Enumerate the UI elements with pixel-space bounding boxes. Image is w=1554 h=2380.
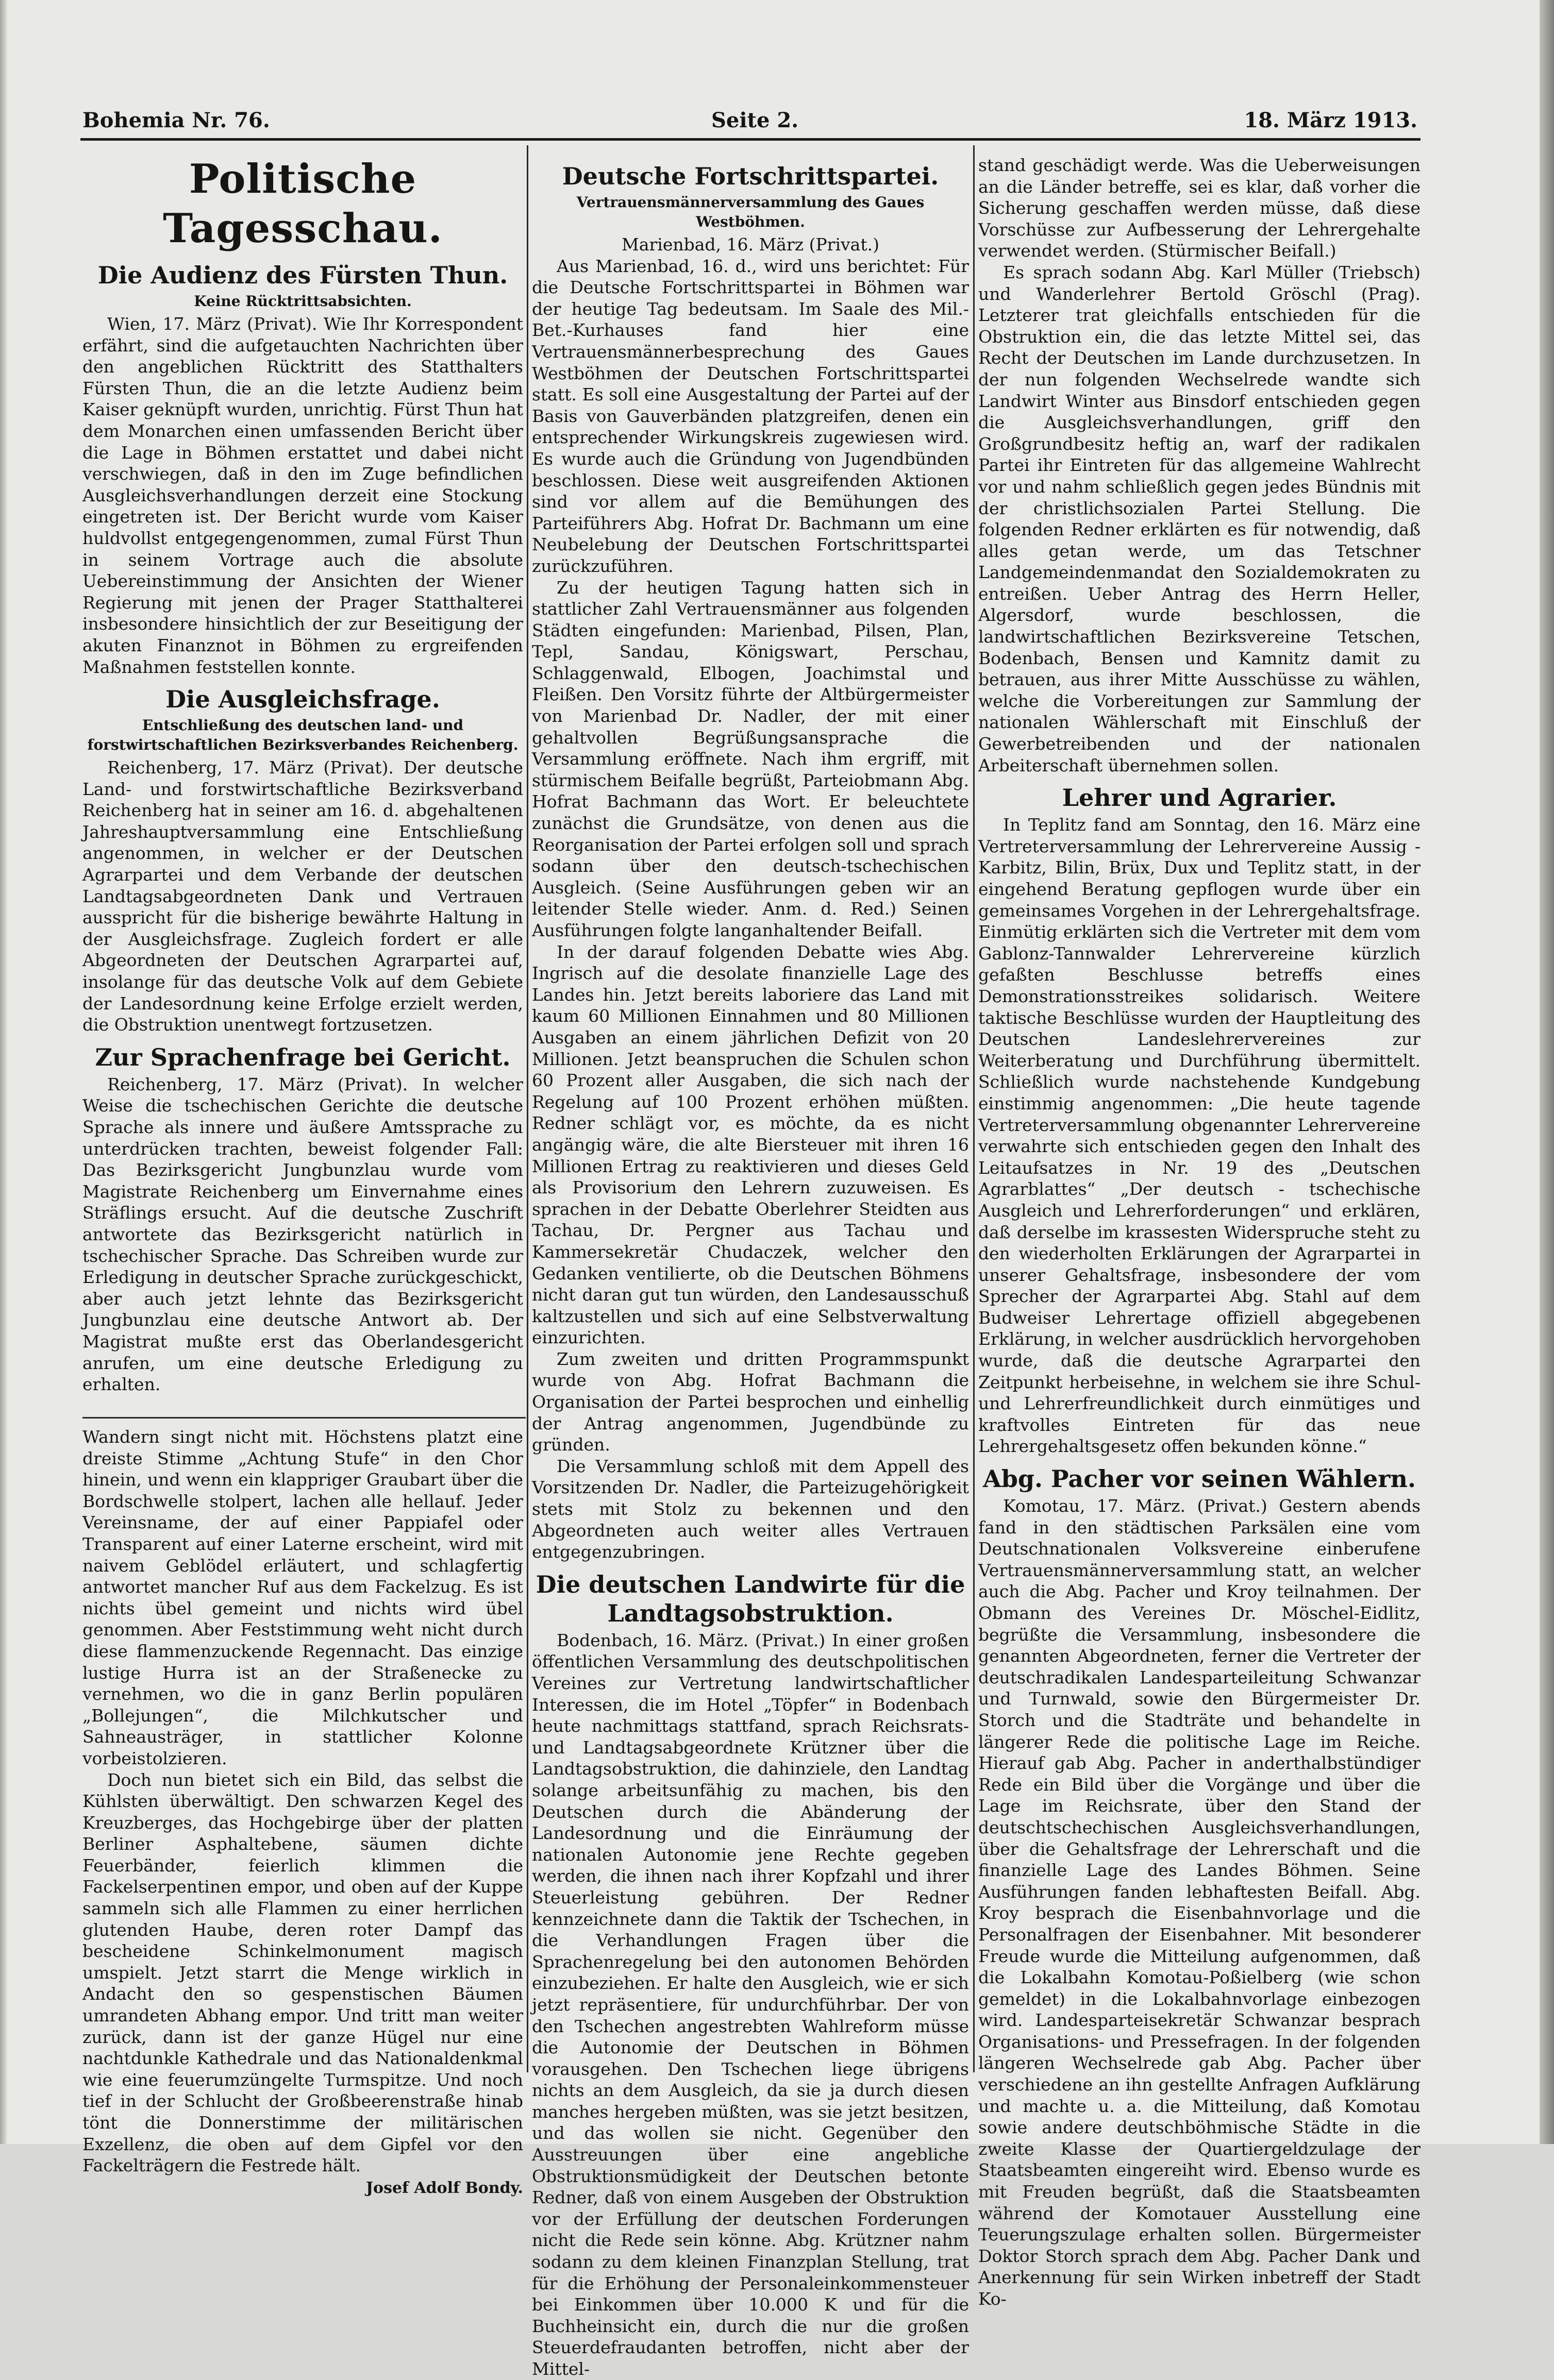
page-left-edge — [0, 0, 7, 2144]
article-paragraph: stand geschädigt werde. Was die Ueberweisungen an die Länder betreffe, sei es klar, daß vorher die Sicherung geschaffen werden müsse, daß diese Vorschüsse zur Aufbesserung der Lehrergehalte verwendet werden. (Stürmischer Beifall.) — [978, 155, 1421, 261]
article-paragraph: In der darauf folgenden Debatte wies Abg. Ingrisch auf die desolate finanzielle Lage des Landes hin. Jetzt bereits laboriere das Land mit kaum 60 Millionen Einnahmen und 80 Millionen Ausgaben an einem jährlichen Defizit von 20 Millionen. Jetzt beanspruchen die Schulen schon 60 Prozent aller Ausgaben, die sich nach der Regelung auf 100 Prozent erhöhen müßten. Redner schlägt vor, es möchte, da es nicht angängig wäre, die alte Biersteuer mit ihren 16 Millionen Ertrag zu reaktivieren und dieses Geld als Provisorium den Lehrern zuzuweisen. Es sprachen in der Debatte Oberlehrer Steidten aus Tachau, Dr. Pergner aus Tachau und Kammersekretär Chudaczek, welcher den Gedanken ventilierte, ob die Deutschen Böhmens nicht daran gut tun würden, den Landesausschuß kaltzustellen und sich auf eine Selbstverwaltung einzurichten. — [532, 941, 969, 1348]
feuilleton-signature: Josef Adolf Bondy. — [365, 2179, 523, 2197]
header-page-number: Seite 2. — [711, 108, 799, 132]
header-date: 18. März 1913. — [1244, 108, 1417, 132]
article-dateline: Marienbad, 16. März (Privat.) — [622, 234, 879, 255]
column-2 — [532, 155, 969, 2379]
article-heading: Abg. Pacher vor seinen Wählern. — [983, 1465, 1416, 1493]
column-rule-2 — [973, 145, 975, 2072]
article-paragraph: Reichenberg, 17. März (Privat). Der deutsche Land- und forstwirtschaftliche Bezirksverband Reichenberg hat in seiner am 16. d. abgehaltenen Jahreshauptversammlung eine Entschließung angenommen, in welcher er der Deutschen Agrarpartei und dem Verbande der deutschen Landtagsabgeordneten Dank und Vertrauen ausspricht für die bisherige bewährte Haltung in der Ausgleichsfrage. Zugleich fordert er alle Abgeordneten der Deutschen Agrarpartei auf, insolange für das deutsche Volk auf dem Gebiete der Landesordnung keine Erfolge erzielt werden, die Obstruktion unentwegt fortzusetzen. — [82, 757, 523, 1035]
article-paragraph: In Teplitz fand am Sonntag, den 16. März eine Vertreterversammlung der Lehrervereine Aussig - Karbitz, Bilin, Brüx, Dux und Teplitz statt, in der eingehend Beratung gepflogen wurde über ein gemeinsames Vorgehen in der Lehrergehaltsfrage. Einmütig erklärten sich die Vertreter mit dem vom Gablonz-Tannwalder Lehrervereine kürzlich gefaßten Beschlusse betreffs eines Demonstrationsstreikes solidarisch. Weitere taktische Beschlüsse wurden der Hauptleitung des Deutschen Landeslehrervereines zur Weiterberatung und Durchführung übermittelt. Schließlich wurde nachstehende Kundgebung einstimmig angenommen: „Die heute tagende Vertreterversammlung obgenannter Lehrervereine verwahrte sich entschieden gegen den Inhalt des Leitaufsatzes in Nr. 19 des „Deutschen Agrarblattes“ „Der deutsch - tschechische Ausgleich und Lehrerforderungen“ und erklären, daß derselbe im krassesten Widerspruche steht zu den wiederholten Erklärungen der Agrarpartei in unserer Gehaltsfrage, insbesondere der vom Sprecher der Agrarpartei Abg. Stahl auf dem Budweiser Lehrertage offiziell abgegebenen Erklärung, in welcher ausdrücklich hervorgehoben wurde, daß die deutsche Agrarpartei den Zeitpunkt herbeisehne, in welchem sie ihre Schul- und Lehrerfreundlichkeit durch einmütiges und kraftvolles Eintreten für das neue Lehrergehaltsgesetz offen bekunden könne.“ — [978, 815, 1421, 1457]
article-subheading: Vertrauensmännerversammlung des Gaues Westböhmen. — [576, 194, 925, 230]
article-paragraph: Aus Marienbad, 16. d., wird uns berichtet: Für die Deutsche Fortschrittspartei in Böhmen war der heutige Tag bedeutsam. Im Saale des Mil.-Bet.-Kurhauses fand hier eine Vertrauensmännerbesprechung des Gaues Westböhmen der Deutschen Fortschrittspartei statt. Es soll eine Ausgestaltung der Partei auf der Basis von Gauverbänden platzgreifen, denen ein entsprechender Wirkungskreis zugewiesen wird. Es wurde auch die Gründung von Jugendbünden beschlossen. Diese weit ausgreifenden Aktionen sind vor allem auf die Bemühungen des Parteiführers Abg. Hofrat Dr. Bachmann um eine Neubelebung der Deutschen Fortschrittspartei zurückzuführen. — [532, 256, 969, 576]
column-3 — [978, 155, 1421, 2309]
page-header — [82, 105, 1417, 136]
article-paragraph: Reichenberg, 17. März (Privat). In welcher Weise die tschechischen Gerichte die deutsche Sprache als innere und äußere Amtssprache zu unterdrücken trachten, beweist folgender Fall: Das Bezirksgericht Jungbunzlau wurde vom Magistrate Reichenberg um Einvernahme eines Sträflings ersucht. Auf die deutsche Zuschrift antwortete das Bezirksgericht natürlich in tschechischer Sprache. Das Schreiben wurde zur Erledigung in deutscher Sprache zurückgeschickt, aber auch jetzt lehnte das Bezirksgericht Jungbunzlau eine deutsche Antwort ab. Der Magistrat mußte erst das Oberlandesgericht anrufen, um eine deutsche Erledigung zu erhalten. — [82, 1074, 523, 1395]
article-heading: Die deutschen Landwirte für die Landtagsobstruktion. — [536, 1570, 965, 1627]
article-subheading: Keine Rücktrittsabsichten. — [194, 293, 412, 310]
article-paragraph: Wien, 17. März (Privat). Wie Ihr Korrespondent erfährt, sind die aufgetauchten Nachrichten über den angeblichen Rücktritt des Statthalters Fürsten Thun, die an die letzte Audienz beim Kaiser geknüpft wurden, unrichtig. Fürst Thun hat dem Monarchen einen umfassenden Bericht über die Lage in Böhmen erstattet und dabei nicht verschwiegen, daß in den im Zuge befindlichen Ausgleichsverhandlungen derzeit eine Stockung eingetreten ist. Der Bericht wurde vom Kaiser huldvollst entgegengenommen, zumal Fürst Thun in seinem Vortrage auch die absolute Uebereinstimmung der Ansichten der Wiener Regierung mit jenen der Prager Statthalterei insbesondere hinsichtlich der zur Beseitigung der akuten Finanznot in Böhmen zu ergreifenden Maßnahmen feststellen konnte. — [82, 314, 523, 677]
article-paragraph: Es sprach sodann Abg. Karl Müller (Triebsch) und Wanderlehrer Bertold Gröschl (Prag). Letzterer trat gleichfalls entschieden für die Obstruktion ein, die das letzte Mittel sei, das Recht der Deutschen im Lande durchzusetzen. In der nun folgenden Wechselrede wandte sich Landwirt Winter aus Binsdorf entschieden gegen die Ausgleichsverhandlungen, griff den Großgrundbesitz heftig an, warf der radikalen Partei ihr Eintreten für das allgemeine Wahlrecht vor und nahm schließlich gegen jedes Bündnis mit der christlichsozialen Partei Stellung. Die folgenden Redner erklärten es für notwendig, daß alles getan werde, um das Tetschner Landgemeindenmandat den Sozialdemokraten zu entreißen. Ueber Antrag des Herrn Heller, Algersdorf, wurde beschlossen, die landwirtschaftlichen Bezirksvereine Tetschen, Bodenbach, Bensen und Kamnitz damit zu betrauen, aus ihrer Mitte Ausschüsse zu wählen, welche die Vorbereitungen zur Sammlung der nationalen Wählerschaft mit Einschluß der Gewerbetreibenden und der nationalen Arbeiterschaft übernehmen sollen. — [978, 262, 1421, 775]
article-heading: Zur Sprachenfrage bei Gericht. — [95, 1043, 511, 1071]
article-heading: Lehrer und Agrarier. — [1062, 784, 1337, 812]
column-1 — [82, 155, 523, 1412]
article-paragraph: Zum zweiten und dritten Programmspunkt wurde von Abg. Hofrat Bachmann die Organisation der Partei besprochen und einhellig der Antrag angenommen, Jugendbünde zu gründen. — [532, 1348, 969, 1455]
page-right-edge — [1540, 0, 1554, 2144]
header-issue: Bohemia Nr. 76. — [82, 108, 270, 132]
article-paragraph: Komotau, 17. März. (Privat.) Gestern abends fand in den städtischen Parksälen eine vom Deutschnationalen Volksvereine einberufene Vertrauensmännerversammlung statt, an welcher auch die Abg. Pacher und Kroy teilnahmen. Der Obmann des Vereines Dr. Möschel-Eidlitz, begrüßte die Versammlung, insbesondere die genannten Abgeordneten, ferner die Vertreter der deutschradikalen Landesparteileitung Schwanzar und Turnwald, sowie den Bürgermeister Dr. Storch und die Stadträte und behandelte in längerer Rede die politische Lage im Reiche. Hierauf gab Abg. Pacher in anderthalbstündiger Rede ein Bild über die Vorgänge und über die Lage im Reichsrate, über den Stand der deutschtschechischen Ausgleichsverhandlungen, über die Gehaltsfrage der Lehrerschaft und die finanzielle Lage des Landes Böhmen. Seine Ausführungen fanden lebhaftesten Beifall. Abg. Kroy besprach die Eisenbahnvorlage und die Personalfragen der Eisenbahner. Mit besonderer Freude wurde die Mitteilung aufgenommen, daß die Lokalbahn Komotau-Poßielberg (wie schon gemeldet) in die Lokalbahnvorlage einbezogen wird. Landesparteisekretär Schwanzar besprach Organisations- und Pressefragen. In der folgenden längeren Wechselrede gab Abg. Pacher über verschiedene an ihn gestellte Anfragen Aufklärung und machte u. a. die Mitteilung, daß Komotau sowie andere deutschböhmische Städte in die zweite Klasse der Quartiergeldzulage der Staatsbeamten eingereiht wird. Ebenso wurde es mit Freuden begrüßt, daß die Staatsbeamten während der Komotauer Ausstellung eine Teuerungszulage erhalten sollen. Bürgermeister Doktor Storch sprach dem Abg. Pacher Dank und Anerkennung für sein Wirken inbetreff der Stadt Ko- — [978, 1496, 1421, 2309]
article-heading: Deutsche Fortschrittspartei. — [562, 162, 939, 190]
article-heading: Die Ausgleichsfrage. — [165, 685, 440, 714]
feuilleton-rule — [82, 1417, 526, 1419]
article-paragraph: Die Versammlung schloß mit dem Appell des Vorsitzenden Dr. Nadler, die Parteizugehörigkeit stets mit Stolz zu bekennen und den Abgeordneten auch weiter alles Vertrauen entgegenzubringen. — [532, 1456, 969, 1562]
section-title: Politische Tagesschau. — [163, 156, 443, 252]
feuilleton-paragraph: Doch nun bietet sich ein Bild, das selbst die Kühlsten überwältigt. Den schwarzen Kegel des Kreuzberges, das Hochgebirge über der platten Berliner Asphaltebene, säumen dichte Feuerbänder, feierlich klimmen die Fackelserpentinen empor, und oben auf der Kuppe sammeln sich alle Flammen zu einer herrlichen glutenden Haube, deren roter Dampf das bescheidene Schinkelmonument magisch umspielt. Jetzt starrt die Menge wirklich in Andacht den so gespenstischen Bäumen umrandeten Abhang empor. Und tritt man weiter zurück, dann ist der ganze Hügel nur eine nachtdunkle Kathedrale und das Nationaldenkmal wie eine feuerumzüngelte Turmspitze. Und noch tief in der Schlucht der Großbeerenstraße hinab tönt die Donnerstimme der militärischen Exzellenz, die oben auf dem Gipfel vor den Fackelträgern die Festrede hält. — [82, 1769, 523, 2176]
column-rule-1 — [527, 145, 528, 2072]
article-subheading: Entschließung des deutschen land- und forstwirtschaftlichen Bezirksverbandes Reichenberg. — [87, 717, 519, 754]
article-paragraph: Zu der heutigen Tagung hatten sich in stattlicher Zahl Vertrauensmänner aus folgenden Städten eingefunden: Marienbad, Pilsen, Plan, Tepl, Sandau, Königswart, Perschau, Schlaggenwald, Elbogen, Joachimstal und Fleißen. Den Vorsitz führte der Altbürgermeister von Marienbad Dr. Nadler, der mit einer gehaltvollen Begrüßungsansprache die Versammlung eröffnete. Nach ihm ergriff, mit stürmischem Beifalle begrüßt, Parteiobmann Abg. Hofrat Bachmann das Wort. Er beleuchtete zunächst die Grundsätze, von denen aus die Reorganisation der Partei erfolgen soll und sprach sodann über den deutsch-tschechischen Ausgleich. (Seine Ausführungen geben wir an leitender Stelle wieder. Anm. d. Red.) Seinen Ausführungen folgte langanhaltender Beifall. — [532, 577, 969, 940]
article-paragraph: Bodenbach, 16. März. (Privat.) In einer großen öffentlichen Versammlung des deutschpolitischen Vereines zur Vertretung landwirtschaftlicher Interessen, die im Hotel „Töpfer“ in Bodenbach heute nachmittags stattfand, sprach Reichsrats- und Landtagsabgeordnete Krützner über die Landtagsobstruktion, die dahinziele, den Landtag solange arbeitsunfähig zu machen, bis den Deutschen durch die Abänderung der Landesordnung und die Einräumung der nationalen Autonomie jene Rechte gegeben werden, die ihnen nach ihrer Kopfzahl und ihrer Steuerleistung gebühren. Der Redner kennzeichnete dann die Taktik der Tschechen, in die Verhandlungen Fragen über die Sprachenregelung bei den autonomen Behörden einzubeziehen. Er halte den Ausgleich, wie er sich jetzt repräsentiere, für undurchführbar. Der von den Tschechen angestrebten Wahlreform müsse die Autonomie der Deutschen in Böhmen vorausgehen. Den Tschechen liege übrigens nichts an dem Ausgleich, da sie ja durch diesen manches hergeben müßten, was sie jetzt besitzen, und das wollen sie nicht. Gegenüber den Ausstreuungen über eine angebliche Obstruktionsmüdigkeit der Deutschen betonte Redner, daß von einem Ausgeben der Obstruktion vor der Erfüllung der deutschen Forderungen nicht die Rede sein könne. Abg. Krützner nahm sodann zu dem kleinen Finanzplan Stellung, trat für die Erhöhung der Personaleinkommensteuer bei Einkommen über 10.000 K und für die Buchheinsicht ein, durch die nur die großen Steuerdefraudanten betroffen, nicht aber der Mittel- — [532, 1630, 969, 2379]
header-rule — [80, 138, 1421, 141]
feuilleton — [82, 1426, 523, 2197]
feuilleton-paragraph: Wandern singt nicht mit. Höchstens platzt eine dreiste Stimme „Achtung Stufe“ in den Chor hinein, und wenn ein klappriger Graubart über die Bordschwelle stolpert, lachen alle hellauf. Jeder Vereinsname, der auf einer Pappiafel oder Transparent auf einer Laterne erscheint, wird mit naivem Geblödel erläutert, und schlagfertig antwortet mancher Ruf aus dem Fackelzug. Es ist nichts übel gemeint und nichts wird übel genommen. Aber Feststimmung weht nicht durch diese flammenzuckende Regennacht. Das einzige lustige Hurra ist an der Straßenecke zu vernehmen, wo die in ganz Berlin populären „Bollejungen“, die Milchkutscher und Sahneausträger, in stattlicher Kolonne vorbeistolzieren. — [82, 1427, 523, 1768]
article-heading: Die Audienz des Fürsten Thun. — [97, 261, 508, 289]
